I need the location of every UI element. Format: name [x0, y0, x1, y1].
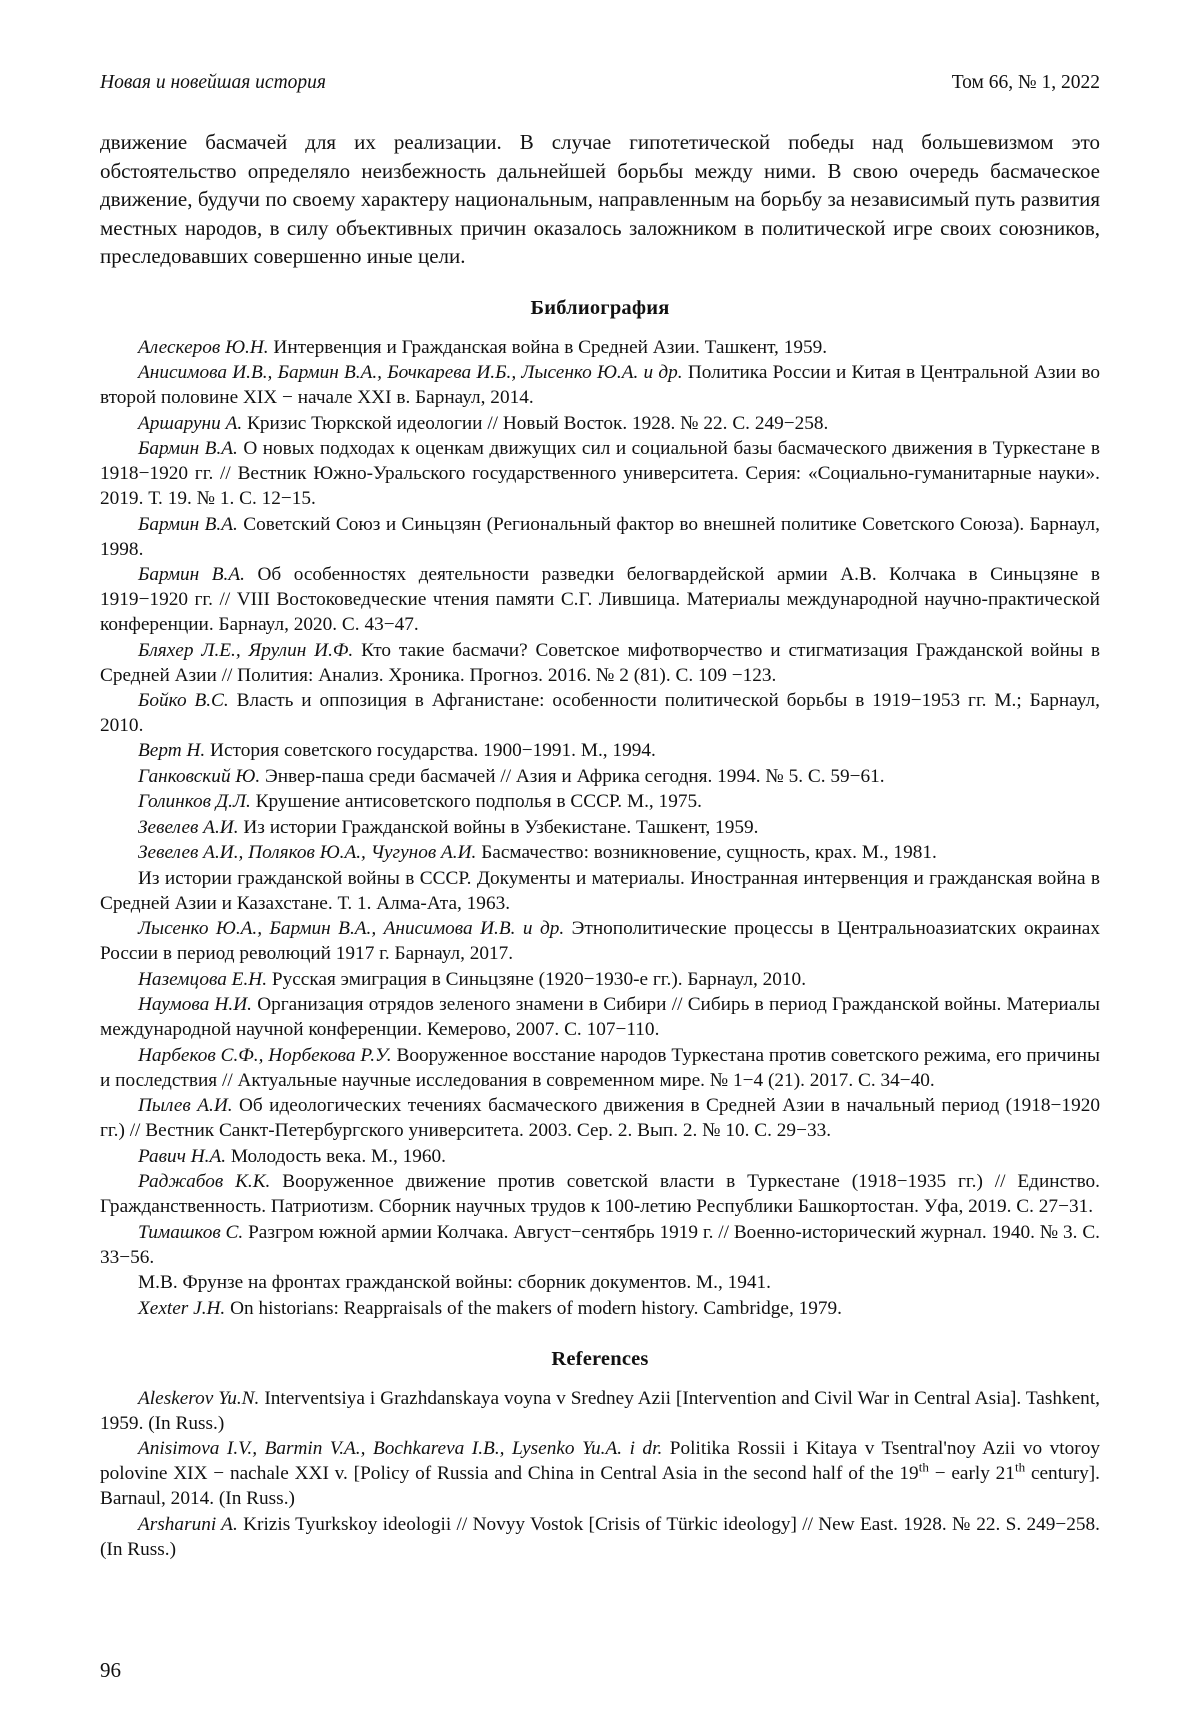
bibliography-entry-text: Кризис Тюркской идеологии // Новый Восток. 1928. № 22. С. 249−258.	[242, 412, 829, 434]
bibliography-entry	[100, 1297, 1100, 1322]
bibliography-entry	[100, 1271, 1100, 1296]
bibliography-entry-author: Раджабов К.К.	[138, 1171, 271, 1193]
bibliography-entry-author: Голинков Д.Л.	[138, 791, 251, 813]
bibliography-entry	[100, 1170, 1100, 1220]
references-list	[100, 1387, 1100, 1563]
bibliography-entry	[100, 790, 1100, 815]
bibliography-entry-text: Молодость века. М., 1960.	[226, 1145, 446, 1167]
bibliography-entry-text: О новых подходах к оценкам движущих сил и социальной базы басмаческого движения в Туркестане в 1918−1920 гг. // Вестник Южно-Уральского государственного университета. Серия: «Социально-гуманитарные науки». 2019. Т. 19. № 1. С. 12−15.	[100, 438, 1100, 510]
bibliography-entry	[100, 412, 1100, 437]
bibliography-entry	[100, 639, 1100, 689]
bibliography-entry-text: Организация отрядов зеленого знамени в Сибири // Сибирь в период Гражданской войны. Материалы международной научной конференции. Кемерово, 2007. С. 107−110.	[100, 994, 1100, 1041]
bibliography-entry	[100, 739, 1100, 764]
bibliography-entry-author: Бляхер Л.Е., Ярулин И.Ф.	[138, 639, 354, 661]
bibliography-entry-author: Ганковский Ю.	[138, 765, 261, 787]
bibliography-entry	[100, 1044, 1100, 1094]
bibliography-entry-text: Русская эмиграция в Синьцзяне (1920−1930-е гг.). Барнаул, 2010.	[267, 968, 807, 990]
bibliography-entry-author: Бармин В.А.	[138, 513, 238, 535]
bibliography-entry-author: Xexter J.H.	[138, 1297, 226, 1319]
bibliography-entry-author: Равич Н.А.	[138, 1145, 227, 1167]
bibliography-entry-text: Крушение антисоветского подполья в СССР. М., 1975.	[250, 791, 702, 813]
bibliography-entry-author: Анисимова И.В., Бармин В.А., Бочкарева И.Б., Лысенко Ю.А. и др.	[138, 362, 683, 384]
bibliography-entry-author: Верт Н.	[138, 740, 206, 762]
bibliography-entry-text: Этнополитические процессы в Центральноазиатских окраинах России в период революций 1917 г. Барнаул, 2017.	[100, 918, 1101, 965]
bibliography-entry-text: Власть и оппозиция в Афганистане: особенности политической борьбы в 1919−1953 гг. М.; Барнаул, 2010.	[100, 690, 1100, 736]
bibliography-entry-author: Зевелев А.И.	[138, 816, 239, 838]
references-entry-author: Arsharuni A.	[138, 1513, 238, 1535]
page-number: 96	[100, 1658, 121, 1682]
bibliography-entry	[100, 765, 1100, 790]
bibliography-entry-author: Аршаруни А.	[138, 412, 243, 434]
bibliography-entry	[100, 1094, 1100, 1144]
references-entry-text: Krizis Tyurkskoy ideologii // Novyy Vostok [Crisis of Türkic ideology] // New East. 1928. № 22. S. 249−258. (In Russ.)	[100, 1513, 1101, 1560]
bibliography-entry	[100, 816, 1100, 841]
bibliography-entry-text: Об идеологических течениях басмаческого движения в Средней Азии в начальный период (1918−1920 гг.) // Вестник Санкт-Петербургского университета. 2003. Сер. 2. Вып. 2. № 10. С. 29−33.	[100, 1095, 1100, 1142]
bibliography-entry-author: Зевелев А.И., Поляков Ю.А., Чугунов А.И.	[138, 842, 477, 864]
bibliography-entry	[100, 841, 1100, 866]
bibliography-entry	[100, 361, 1100, 411]
bibliography-entry	[100, 867, 1100, 917]
bibliography-entry-text: Политика России и Китая в Центральной Азии во второй половине XIX − начале XXI в. Барнаул, 2014.	[100, 362, 1100, 409]
bibliography-entry-author: Бармин В.А.	[138, 438, 238, 460]
references-entry	[100, 1437, 1100, 1512]
bibliography-entry	[100, 1221, 1100, 1271]
bibliography-entry-author: Бойко В.С.	[138, 690, 229, 712]
references-heading: References	[551, 1347, 649, 1370]
bibliography-entry-text: Вооруженное восстание народов Туркестана против советского режима, его причины и последствия // Актуальные научные исследования в современном мире. № 1−4 (21). 2017. С. 34−40.	[100, 1044, 1100, 1091]
bibliography-entry-text: Энвер-паша среди басмачей // Азия и Африка сегодня. 1994. № 5. С. 59−61.	[260, 765, 885, 787]
bibliography-entry-text: История советского государства. 1900−1991. М., 1994.	[205, 740, 656, 762]
references-entry-author: Aleskerov Yu.N.	[138, 1387, 260, 1409]
references-entry-author: Anisimova I.V., Barmin V.A., Bochkareva I.B., Lysenko Yu.A. i dr.	[138, 1438, 663, 1460]
bibliography-entry	[100, 968, 1100, 993]
bibliography-entry-text: On historians: Reappraisals of the makers of modern history. Cambridge, 1979.	[225, 1297, 842, 1319]
bibliography-entry-author: Тимашков С.	[138, 1221, 244, 1243]
bibliography-entry-text: Вооруженное движение против советской власти в Туркестане (1918−1935 гг.) // Единство. Гражданственность. Патриотизм. Сборник научных трудов к 100-летию Республики Башкортостан. Уфа, 2019. С. 27−31.	[100, 1171, 1100, 1218]
references-entry	[100, 1387, 1100, 1437]
bibliography-entry-author: Наземцова Е.Н.	[138, 968, 268, 990]
bibliography-entry-author: Наумова Н.И.	[138, 994, 252, 1016]
bibliography-entry	[100, 689, 1100, 739]
body-paragraph: движение басмачей для их реализации. В случае гипотетической победы над большевизмом это обстоятельство определяло неизбежность дальнейшей борьбы между ними. В свою очередь басмаческое движение, будучи по своему характеру национальным, направленным на борьбу за независимый путь развития местных народов, в силу объективных причин оказалось заложником в политической игре своих союзников, преследовавших совершенно иные цели.	[100, 130, 1100, 269]
bibliography-entry-text: Из истории Гражданской войны в Узбекистане. Ташкент, 1959.	[238, 816, 759, 838]
bibliography-entry-text: Интервенция и Гражданская война в Средней Азии. Ташкент, 1959.	[268, 336, 828, 358]
references-entry-text: Politika Rossii i Kitaya v Tsentral'noy Azii vo vtoroy polovine XIX − nachale XXI v. [Policy of Russia and China in Central Asia in the second half of the 19th − early 21th century]. Barnaul, 2014. (In Russ.)	[100, 1438, 1100, 1510]
bibliography-entry-text: Басмачество: возникновение, сущность, крах. М., 1981.	[476, 842, 937, 864]
bibliography-entry-author: Алескеров Ю.Н.	[138, 336, 269, 358]
bibliography-list	[100, 336, 1100, 1322]
bibliography-entry-text: Разгром южной армии Колчака. Август−сентябрь 1919 г. // Военно-исторический журнал. 1940. № 3. С. 33−56.	[100, 1221, 1101, 1268]
bibliography-entry-text: Об особенностях деятельности разведки белогвардейской армии А.В. Колчака в Синьцзяне в 1919−1920 гг. // VIII Востоковедческие чтения памяти С.Г. Лившица. Материалы международной научно-практической конференции. Барнаул, 2020. С. 43−47.	[100, 564, 1100, 636]
bibliography-entry-text: Кто такие басмачи? Советское мифотворчество и стигматизация Гражданской войны в Средней Азии // Полития: Анализ. Хроника. Прогноз. 2016. № 2 (81). С. 109 −123.	[100, 639, 1100, 686]
bibliography-entry-author: Нарбеков С.Ф., Норбекова Р.У.	[138, 1044, 392, 1066]
bibliography-entry	[100, 437, 1100, 512]
bibliography-entry-text: Из истории гражданской войны в СССР. Документы и материалы. Иностранная интервенция и гражданская война в Средней Азии и Казахстане. Т. 1. Алма-Ата, 1963.	[100, 867, 1100, 914]
bibliography-entry-text: М.В. Фрунзе на фронтах гражданской войны: сборник документов. М., 1941.	[138, 1272, 771, 1294]
bibliography-entry	[100, 993, 1100, 1043]
bibliography-entry	[100, 1145, 1100, 1170]
issue-info: Том 66, № 1, 2022	[951, 72, 1100, 93]
bibliography-entry	[100, 563, 1100, 638]
bibliography-entry-author: Бармин В.А.	[138, 564, 245, 586]
bibliography-entry-author: Лысенко Ю.А., Бармин В.А., Анисимова И.В. и др.	[138, 918, 565, 940]
bibliography-heading: Библиография	[530, 296, 670, 319]
references-entry	[100, 1513, 1100, 1563]
references-entry-text: Interventsiya i Grazhdanskaya voyna v Sredney Azii [Intervention and Civil War in Central Asia]. Tashkent, 1959. (In Russ.)	[100, 1387, 1100, 1434]
bibliography-entry-text: Советский Союз и Синьцзян (Региональный фактор во внешней политике Советского Союза). Барнаул, 1998.	[100, 513, 1100, 560]
bibliography-entry	[100, 917, 1100, 967]
bibliography-entry	[100, 336, 1100, 361]
bibliography-entry-author: Пылев А.И.	[138, 1095, 233, 1117]
journal-title: Новая и новейшая история	[100, 72, 326, 93]
bibliography-entry	[100, 513, 1100, 563]
running-head	[100, 72, 1100, 94]
